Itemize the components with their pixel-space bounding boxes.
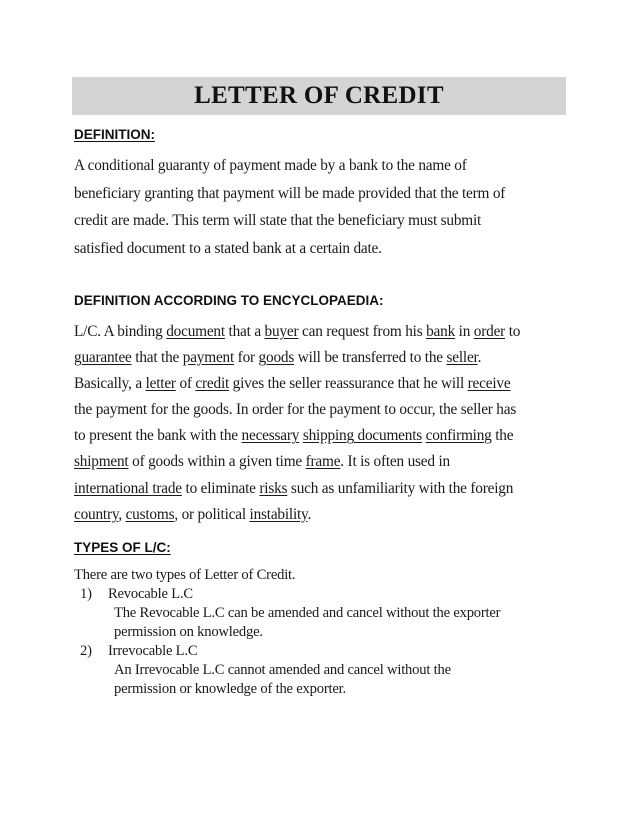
- page-title: LETTER OF CREDIT: [194, 82, 444, 109]
- text-segment: Basically, a: [74, 375, 146, 393]
- link-customs[interactable]: customs: [125, 505, 175, 523]
- encyclopaedia-line: [74, 319, 574, 345]
- text-segment: . It is often used in: [340, 453, 450, 471]
- text-segment: , or political: [174, 505, 250, 523]
- list-item-desc: An Irrevocable L.C cannot amended and cancel without the: [114, 662, 451, 678]
- text-segment: in: [455, 323, 474, 340]
- text-segment: the payment for the goods. In order for the payment to occur, the seller has: [74, 401, 517, 419]
- list-item: [74, 642, 574, 661]
- link-bank[interactable]: bank: [426, 323, 456, 340]
- text-segment: of: [175, 375, 196, 393]
- list-number: 1): [80, 586, 92, 602]
- text-segment: to eliminate: [181, 479, 260, 497]
- list-item: [74, 585, 574, 604]
- text-segment: to: [505, 323, 521, 340]
- link-necessary[interactable]: necessary: [241, 427, 300, 445]
- encyclopaedia-heading: DEFINITION ACCORDING TO ENCYCLOPAEDIA:: [74, 293, 384, 308]
- link-goods[interactable]: goods: [258, 349, 295, 367]
- link-risks[interactable]: risks: [259, 479, 288, 497]
- types-heading: TYPES OF L/C:: [74, 540, 171, 555]
- text-segment: .: [477, 349, 482, 367]
- encyclopaedia-line: [74, 476, 574, 502]
- list-item-desc: permission on knowledge.: [114, 624, 263, 640]
- text-segment: will be transferred to the: [294, 349, 447, 367]
- text-segment: ,: [118, 505, 126, 523]
- link-order[interactable]: order: [473, 323, 506, 340]
- text-segment: can request from his: [298, 323, 427, 340]
- text-segment: such as unfamiliarity with the foreign: [287, 479, 514, 497]
- text-segment: that the: [131, 349, 183, 367]
- encyclopaedia-line: [74, 423, 574, 449]
- definition-line: satisfied document to a stated bank at a certain date.: [74, 239, 382, 257]
- types-intro: There are two types of Letter of Credit.: [74, 567, 296, 583]
- list-item-name: Irrevocable L.C: [108, 643, 198, 659]
- text-segment: L/C. A binding: [74, 323, 167, 340]
- encyclopaedia-line: [74, 345, 574, 371]
- link-buyer[interactable]: buyer: [264, 323, 299, 340]
- encyclopaedia-line: [74, 397, 574, 423]
- list-number: 2): [80, 643, 92, 659]
- list-item-name: Revocable L.C: [108, 586, 193, 602]
- link-instability[interactable]: instability: [249, 505, 308, 523]
- title-banner: [72, 77, 566, 115]
- encyclopaedia-line: [74, 502, 574, 528]
- definition-line: credit are made. This term will state that the beneficiary must submit: [74, 212, 482, 229]
- link-confirming[interactable]: confirming: [425, 427, 492, 445]
- link-shipment[interactable]: shipment: [74, 453, 129, 471]
- text-segment: that a: [224, 323, 265, 340]
- definition-heading: DEFINITION:: [74, 127, 155, 142]
- text-segment: of goods within a given time: [128, 453, 306, 471]
- link-letter[interactable]: letter: [145, 375, 176, 393]
- definition-paragraph: [74, 152, 574, 262]
- encyclopaedia-line: [74, 371, 574, 397]
- text-segment: the: [491, 427, 514, 445]
- link-guarantee[interactable]: guarantee: [74, 349, 132, 367]
- encyclopaedia-line: [74, 449, 574, 475]
- link-document[interactable]: document: [166, 323, 225, 340]
- link-receive[interactable]: receive: [467, 375, 511, 393]
- text-segment: for: [234, 349, 259, 367]
- link-frame[interactable]: frame: [305, 453, 341, 471]
- link-country[interactable]: country: [74, 505, 119, 523]
- types-section: [74, 566, 574, 699]
- link-international-trade[interactable]: international trade: [74, 479, 182, 497]
- encyclopaedia-paragraph: [74, 319, 574, 528]
- text-segment: gives the seller reassurance that he will: [229, 375, 468, 393]
- link-seller[interactable]: seller: [446, 349, 478, 367]
- list-item-desc: permission or knowledge of the exporter.: [114, 681, 346, 697]
- link-payment[interactable]: payment: [182, 349, 235, 367]
- list-item-desc: The Revocable L.C can be amended and cancel without the exporter: [114, 605, 501, 621]
- definition-line: beneficiary granting that payment will be made provided that the term of: [74, 184, 506, 202]
- link-credit[interactable]: credit: [195, 375, 230, 393]
- text-segment: to present the bank with the: [74, 427, 242, 445]
- definition-line: A conditional guaranty of payment made by a bank to the name of: [74, 157, 467, 174]
- link-shipping-documents[interactable]: shipping documents: [302, 427, 423, 445]
- text-segment: .: [307, 505, 312, 523]
